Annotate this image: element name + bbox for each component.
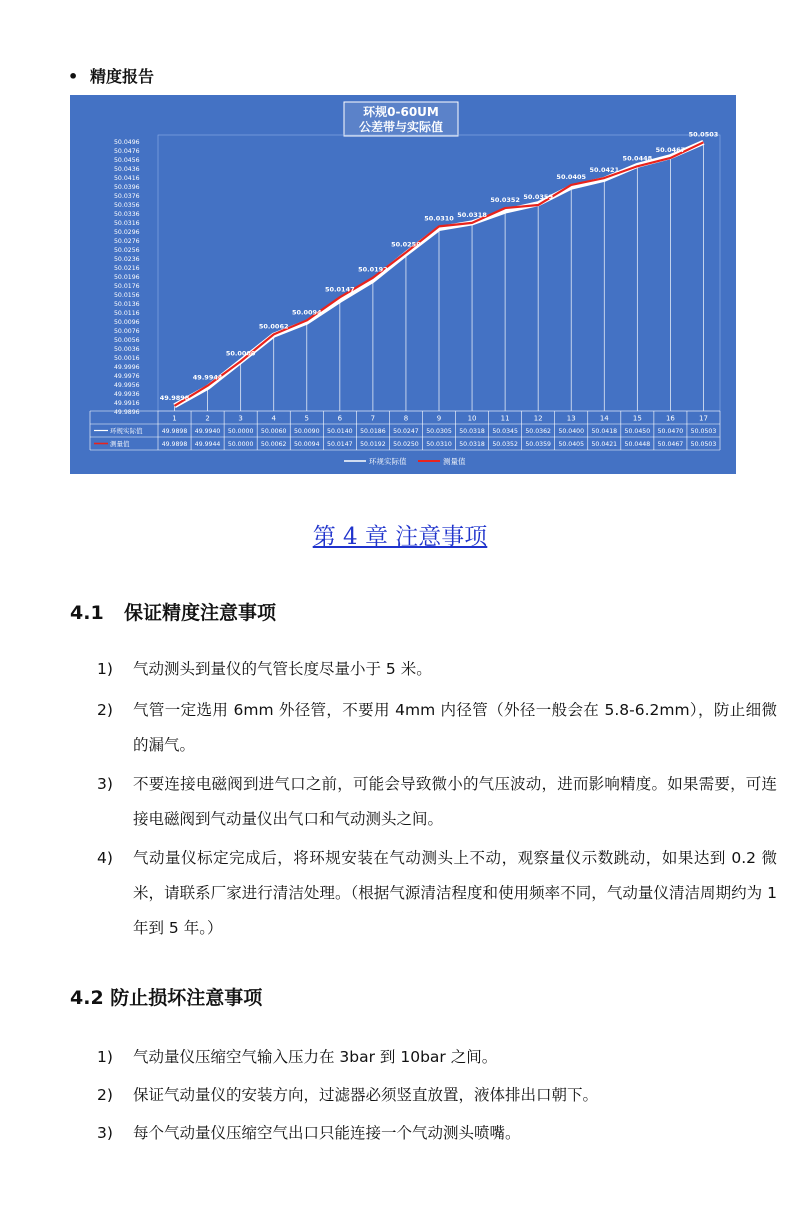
table-cell: 50.0503	[690, 428, 717, 435]
x-tick-label: 13	[566, 414, 576, 423]
table-cell: 50.0318	[459, 441, 485, 448]
y-tick-label: 49.9936	[114, 391, 140, 398]
section-4-1-heading	[70, 598, 276, 625]
y-tick-label: 50.0116	[114, 310, 140, 317]
chart-title: 环规0-60UM	[363, 105, 439, 119]
x-tick-label: 4	[271, 414, 276, 423]
y-tick-label: 50.0356	[114, 202, 140, 209]
table-cell: 50.0359	[525, 441, 551, 448]
y-tick-label: 50.0056	[114, 337, 140, 344]
section-title: 保证精度注意事项	[124, 602, 277, 624]
list-text: 不要连接电磁阀到进气口之前，可能会导致微小的气压波动，进而影响精度。如果需要，可连接电磁阀到气动量仪出气口和气动测头之间。	[133, 775, 777, 828]
accuracy-chart	[70, 95, 736, 474]
y-tick-label: 49.9976	[114, 373, 140, 380]
y-tick-label: 50.0236	[114, 256, 140, 263]
table-cell: 50.0405	[558, 441, 585, 448]
x-tick-label: 2	[205, 414, 210, 423]
table-cell: 49.9898	[161, 428, 188, 435]
table-cell: 50.0250	[393, 441, 419, 448]
x-tick-label: 3	[238, 414, 243, 423]
x-tick-label: 10	[467, 414, 477, 423]
data-label: 50.0062	[258, 322, 289, 331]
table-cell: 50.0000	[227, 428, 254, 435]
table-cell: 50.0400	[558, 428, 585, 435]
list-number: 1)	[97, 1048, 113, 1066]
table-cell: 50.0362	[525, 428, 551, 435]
table-cell: 50.0503	[690, 441, 717, 448]
table-cell: 50.0247	[393, 428, 419, 435]
list-number: 2)	[97, 701, 113, 719]
x-tick-label: 8	[403, 414, 409, 423]
y-tick-label: 50.0136	[114, 301, 140, 308]
table-cell: 50.0060	[260, 428, 287, 435]
section-number: 4.2	[70, 987, 104, 1009]
x-tick-label: 15	[632, 414, 642, 423]
legend-label-actual: 环规实际值	[369, 457, 407, 466]
table-cell: 50.0090	[293, 428, 320, 435]
data-label: 49.9944	[192, 373, 223, 382]
list-item	[97, 652, 777, 687]
y-tick-label: 50.0216	[114, 265, 140, 272]
data-label: 50.0094	[291, 308, 322, 317]
data-label: 50.0405	[556, 172, 587, 181]
table-series-name: 测量值	[110, 440, 130, 448]
list-item	[97, 767, 777, 837]
y-tick-label: 49.9956	[114, 382, 140, 389]
x-tick-label: 6	[337, 414, 343, 423]
list-item	[97, 841, 777, 946]
y-tick-label: 50.0436	[114, 166, 140, 173]
x-tick-label: 12	[533, 414, 543, 423]
data-label: 50.0147	[325, 285, 355, 294]
legend-label-measured: 测量值	[443, 457, 466, 466]
list-text: 气动量仪压缩空气输入压力在 3bar 到 10bar 之间。	[133, 1048, 498, 1066]
section-title: 防止损坏注意事项	[110, 987, 263, 1009]
list-number: 4)	[97, 849, 113, 867]
table-cell: 50.0421	[591, 441, 618, 448]
data-label: 50.0352	[490, 196, 520, 205]
list-text: 气动量仪标定完成后，将环规安装在气动测头上不动，观察量仪示数跳动，如果达到 0.2 微米，请联系厂家进行清洁处理。（根据气源清洁程度和使用频率不同，气动量仪清洁周期约为 1 年到 5 年。）	[133, 849, 777, 937]
section-number: 4.1	[70, 602, 104, 624]
table-cell: 50.0186	[360, 428, 386, 435]
table-cell: 50.0450	[624, 428, 651, 435]
list-number: 3)	[97, 775, 113, 793]
x-tick-label: 11	[500, 414, 510, 423]
y-tick-label: 50.0196	[114, 274, 140, 281]
list-item	[97, 1078, 777, 1113]
data-label: 50.0192	[358, 265, 388, 274]
list-text: 保证气动量仪的安装方向，过滤器必须竖直放置，液体排出口朝下。	[133, 1086, 599, 1104]
list-item	[97, 693, 777, 763]
list-text: 气动测头到量仪的气管长度尽量小于 5 米。	[133, 660, 432, 678]
list-number: 1)	[97, 660, 113, 678]
x-tick-label: 17	[699, 414, 708, 423]
section-4-2-heading	[70, 983, 262, 1010]
table-cell: 50.0094	[293, 441, 320, 448]
data-label: 50.0421	[589, 166, 620, 175]
table-cell: 50.0318	[459, 428, 485, 435]
report-heading	[68, 64, 154, 87]
y-tick-label: 49.9896	[114, 409, 140, 416]
list-text: 气管一定选用 6mm 外径管，不要用 4mm 内径管（外径一般会在 5.8-6.2mm），防止细微的漏气。	[133, 701, 777, 754]
data-label: 50.0000	[225, 349, 256, 358]
y-tick-label: 50.0156	[114, 292, 140, 299]
list-number: 3)	[97, 1124, 113, 1142]
chart-title: 公差带与实际值	[358, 120, 444, 134]
table-series-name: 环规实际值	[110, 427, 143, 435]
x-tick-label: 16	[665, 414, 675, 423]
y-tick-label: 50.0316	[114, 220, 140, 227]
table-cell: 50.0192	[360, 441, 386, 448]
y-tick-label: 50.0476	[114, 148, 140, 155]
x-tick-label: 7	[370, 414, 376, 423]
x-tick-label: 9	[436, 414, 442, 423]
data-label: 50.0310	[424, 214, 454, 223]
table-cell: 50.0140	[327, 428, 353, 435]
y-tick-label: 50.0096	[114, 319, 140, 326]
y-tick-label: 50.0296	[114, 229, 140, 236]
table-cell: 50.0352	[492, 441, 518, 448]
table-cell: 50.0467	[657, 441, 684, 448]
table-cell: 49.9940	[194, 428, 221, 435]
list-item	[97, 1116, 777, 1151]
list-item	[97, 1040, 777, 1075]
y-tick-label: 50.0036	[114, 346, 140, 353]
data-label: 49.9898	[159, 393, 190, 402]
data-label: 50.0250	[391, 240, 421, 249]
y-tick-label: 50.0456	[114, 157, 140, 164]
y-tick-label: 49.9996	[114, 364, 140, 371]
table-cell: 50.0147	[327, 441, 353, 448]
y-tick-label: 50.0416	[114, 175, 140, 182]
table-cell: 50.0448	[624, 441, 651, 448]
x-tick-label: 14	[599, 414, 609, 423]
chart-svg	[70, 95, 736, 474]
report-heading-label: 精度报告	[90, 67, 155, 86]
table-cell: 50.0310	[426, 441, 452, 448]
data-label: 50.0448	[622, 154, 653, 163]
list-text: 每个气动量仪压缩空气出口只能连接一个气动测头喷嘴。	[133, 1124, 521, 1142]
y-tick-label: 50.0016	[114, 355, 140, 362]
y-tick-label: 50.0076	[114, 328, 140, 335]
bullet-icon: •	[68, 67, 79, 86]
data-label: 50.0503	[688, 130, 719, 139]
table-cell: 50.0305	[426, 428, 452, 435]
table-cell: 50.0345	[492, 428, 518, 435]
x-tick-label: 1	[172, 414, 177, 423]
chapter-title: 第 4 章 注意事项	[312, 524, 488, 550]
y-tick-label: 50.0256	[114, 247, 140, 254]
data-label: 50.0359	[523, 193, 553, 202]
table-cell: 49.9898	[161, 441, 188, 448]
table-cell: 49.9944	[194, 441, 221, 448]
y-tick-label: 50.0176	[114, 283, 140, 290]
data-label: 50.0467	[655, 145, 686, 154]
y-tick-label: 50.0276	[114, 238, 140, 245]
y-tick-label: 50.0396	[114, 184, 140, 191]
data-label: 50.0318	[457, 210, 487, 219]
x-tick-label: 5	[304, 414, 309, 423]
y-tick-label: 49.9916	[114, 400, 140, 407]
list-number: 2)	[97, 1086, 113, 1104]
y-tick-label: 50.0336	[114, 211, 140, 218]
table-cell: 50.0000	[227, 441, 254, 448]
table-cell: 50.0470	[657, 428, 684, 435]
table-cell: 50.0062	[260, 441, 287, 448]
table-cell: 50.0418	[591, 428, 618, 435]
y-tick-label: 50.0496	[114, 139, 140, 146]
y-tick-label: 50.0376	[114, 193, 140, 200]
